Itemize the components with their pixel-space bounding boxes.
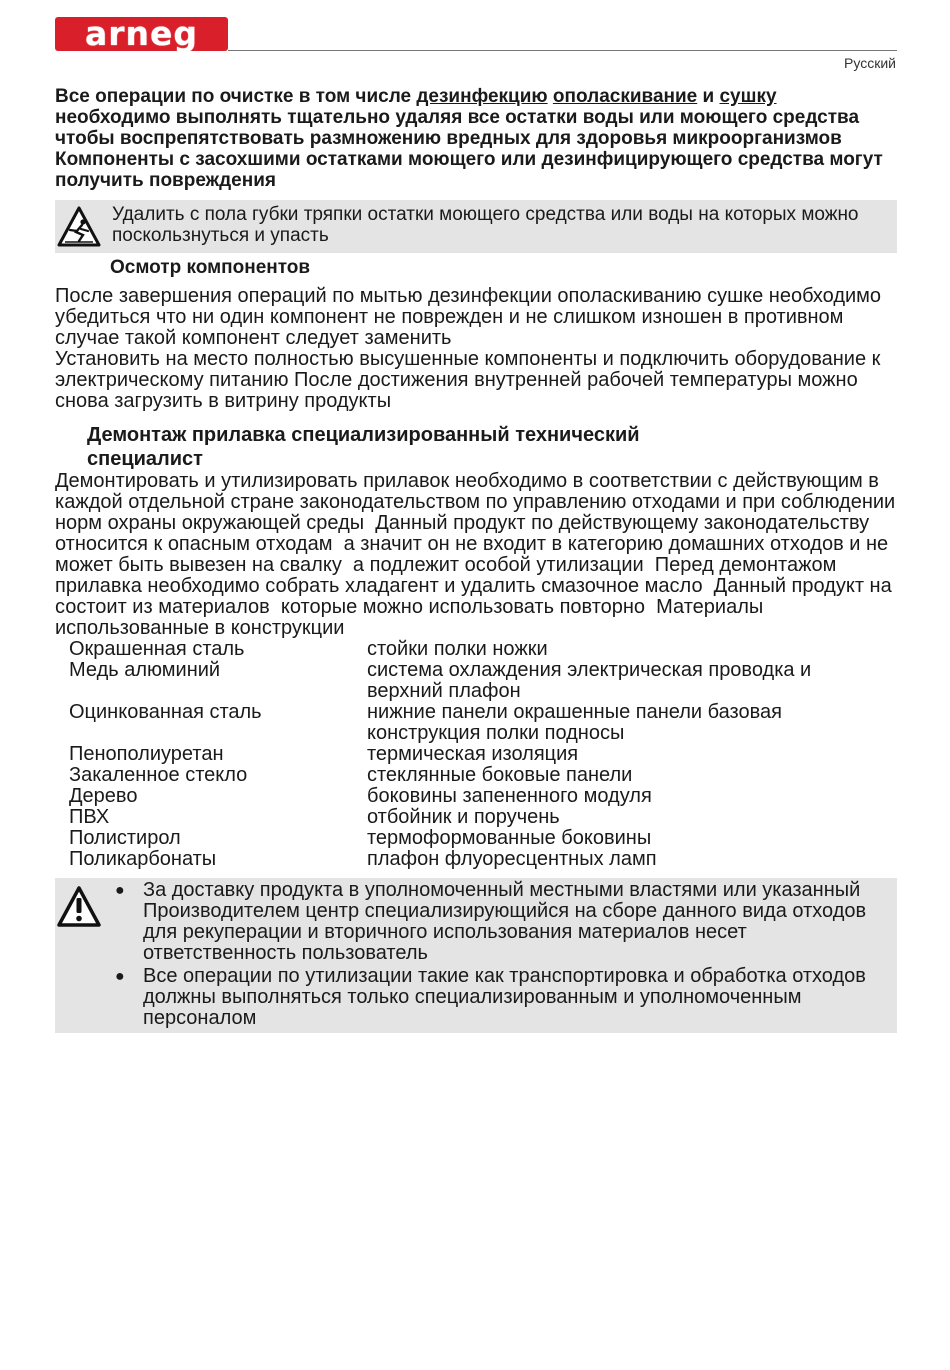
- inspection-paragraph-2: Установить на место полностью высушенные компоненты и подключить оборудование к электрическому питанию После достижения внутренней рабочей температуры можно снова загрузить в витрину продукты: [55, 348, 881, 412]
- dismantling-heading-line-2: специалист: [87, 448, 203, 470]
- list-item: [115, 880, 877, 964]
- material-name: Окрашенная сталь: [69, 638, 245, 660]
- page-content: [55, 86, 948, 1033]
- arneg-logo: [55, 14, 228, 53]
- material-name: Медь алюминий: [69, 659, 221, 681]
- table-row: [69, 765, 887, 786]
- material-components: термоформованные боковины: [367, 827, 652, 849]
- table-row: [69, 828, 887, 849]
- header-rule: [228, 50, 897, 51]
- slip-hazard-note: [55, 200, 897, 253]
- material-components: нижние панели окрашенные панели базовая конструкция полки подносы: [367, 701, 782, 744]
- material-name: Закаленное стекло: [69, 764, 248, 786]
- disposal-warning-box: [55, 878, 897, 1033]
- warning-text: За доставку продукта в уполномоченный местными властями или указанный Производителем центр специализирующийся на сборе данного вида отходов для рекуперации и вторичного использования материалов несет ответственность пользователь: [143, 879, 867, 964]
- table-row: [69, 807, 887, 828]
- inspection-paragraph-1: После завершения операций по мытью дезинфекции ополаскиванию сушке необходимо убедиться что ни один компонент не поврежден и не слишком изношен в противном случае такой компонент следует заменить: [55, 285, 882, 349]
- intro-paragraph: [55, 86, 897, 191]
- table-row: [69, 639, 887, 660]
- logo-text: arneg: [84, 14, 199, 53]
- language-label: Русский: [844, 55, 896, 71]
- intro-text-4: необходимо выполнять тщательно удаляя все остатки воды или моющего средства чтобы воспрепятствовать размножению вредных для здоровья микроорганизмов Компоненты с засохшими остатками моющего или дезинфицирующего средства могут получить повреждения: [55, 107, 883, 191]
- materials-table: [69, 639, 887, 870]
- material-components: стойки полки ножки: [367, 638, 548, 660]
- intro-text-1: Все операции по очистке в том числе: [55, 86, 417, 107]
- material-components: плафон флуоресцентных ламп: [367, 848, 657, 870]
- material-components: стеклянные боковые панели: [367, 764, 633, 786]
- material-name: Полистирол: [69, 827, 181, 849]
- warning-triangle-icon: [57, 885, 101, 929]
- material-name: ПВХ: [69, 806, 110, 828]
- material-name: Дерево: [69, 785, 138, 807]
- table-row: [69, 786, 887, 807]
- material-name: Поликарбонаты: [69, 848, 217, 870]
- material-components: система охлаждения электрическая проводка и верхний плафон: [367, 659, 812, 702]
- material-components: боковины запененного модуля: [367, 785, 652, 807]
- intro-term-rinsing: ополаскивание: [552, 86, 698, 107]
- bullet-icon: ●: [115, 968, 125, 985]
- intro-text-3: и: [697, 86, 720, 107]
- material-components: отбойник и поручень: [367, 806, 560, 828]
- warning-list: [115, 880, 877, 1031]
- table-row: [69, 744, 887, 765]
- material-name: Оцинкованная сталь: [69, 701, 262, 723]
- table-row: [69, 702, 887, 744]
- material-components: термическая изоляция: [367, 743, 579, 765]
- table-row: [69, 660, 887, 702]
- list-item: [115, 966, 877, 1029]
- slip-hazard-icon: [57, 205, 101, 249]
- material-name: Пенополиуретан: [69, 743, 224, 765]
- inspection-heading: Осмотр компонентов: [110, 257, 311, 278]
- warning-text: Все операции по утилизации такие как транспортировка и обработка отходов должны выполняться только специализированным и уполномоченным персоналом: [143, 965, 866, 1029]
- slip-hazard-text: Удалить с пола губки тряпки остатки моющего средства или воды на которых можно поскользнуться и упасть: [112, 204, 859, 246]
- dismantling-paragraph: Демонтировать и утилизировать прилавок необходимо в соответствии с действующим в каждой отдельной стране законодательством по управлению отходами и при соблюдении норм охраны окружающей среды Данный продукт по действующему законодательству относится к опасным отходам а значит он не входит в категорию домашних отходов и не может быть вывезен на свалку а подлежит особой утилизации Перед демонтажом прилавка необходимо собрать хладагент и удалить смазочное масло Данный продукт на состоит из материалов которые можно использовать повторно Материалы использованные в конструкции: [55, 470, 948, 639]
- table-row: [69, 849, 887, 870]
- intro-term-disinfection: дезинфекцию: [416, 86, 548, 107]
- bullet-icon: ●: [115, 882, 125, 899]
- dismantling-heading-line-1: Демонтаж прилавка специализированный технический: [87, 424, 640, 446]
- dismantling-heading: [87, 423, 897, 471]
- intro-term-drying: сушку: [719, 86, 777, 107]
